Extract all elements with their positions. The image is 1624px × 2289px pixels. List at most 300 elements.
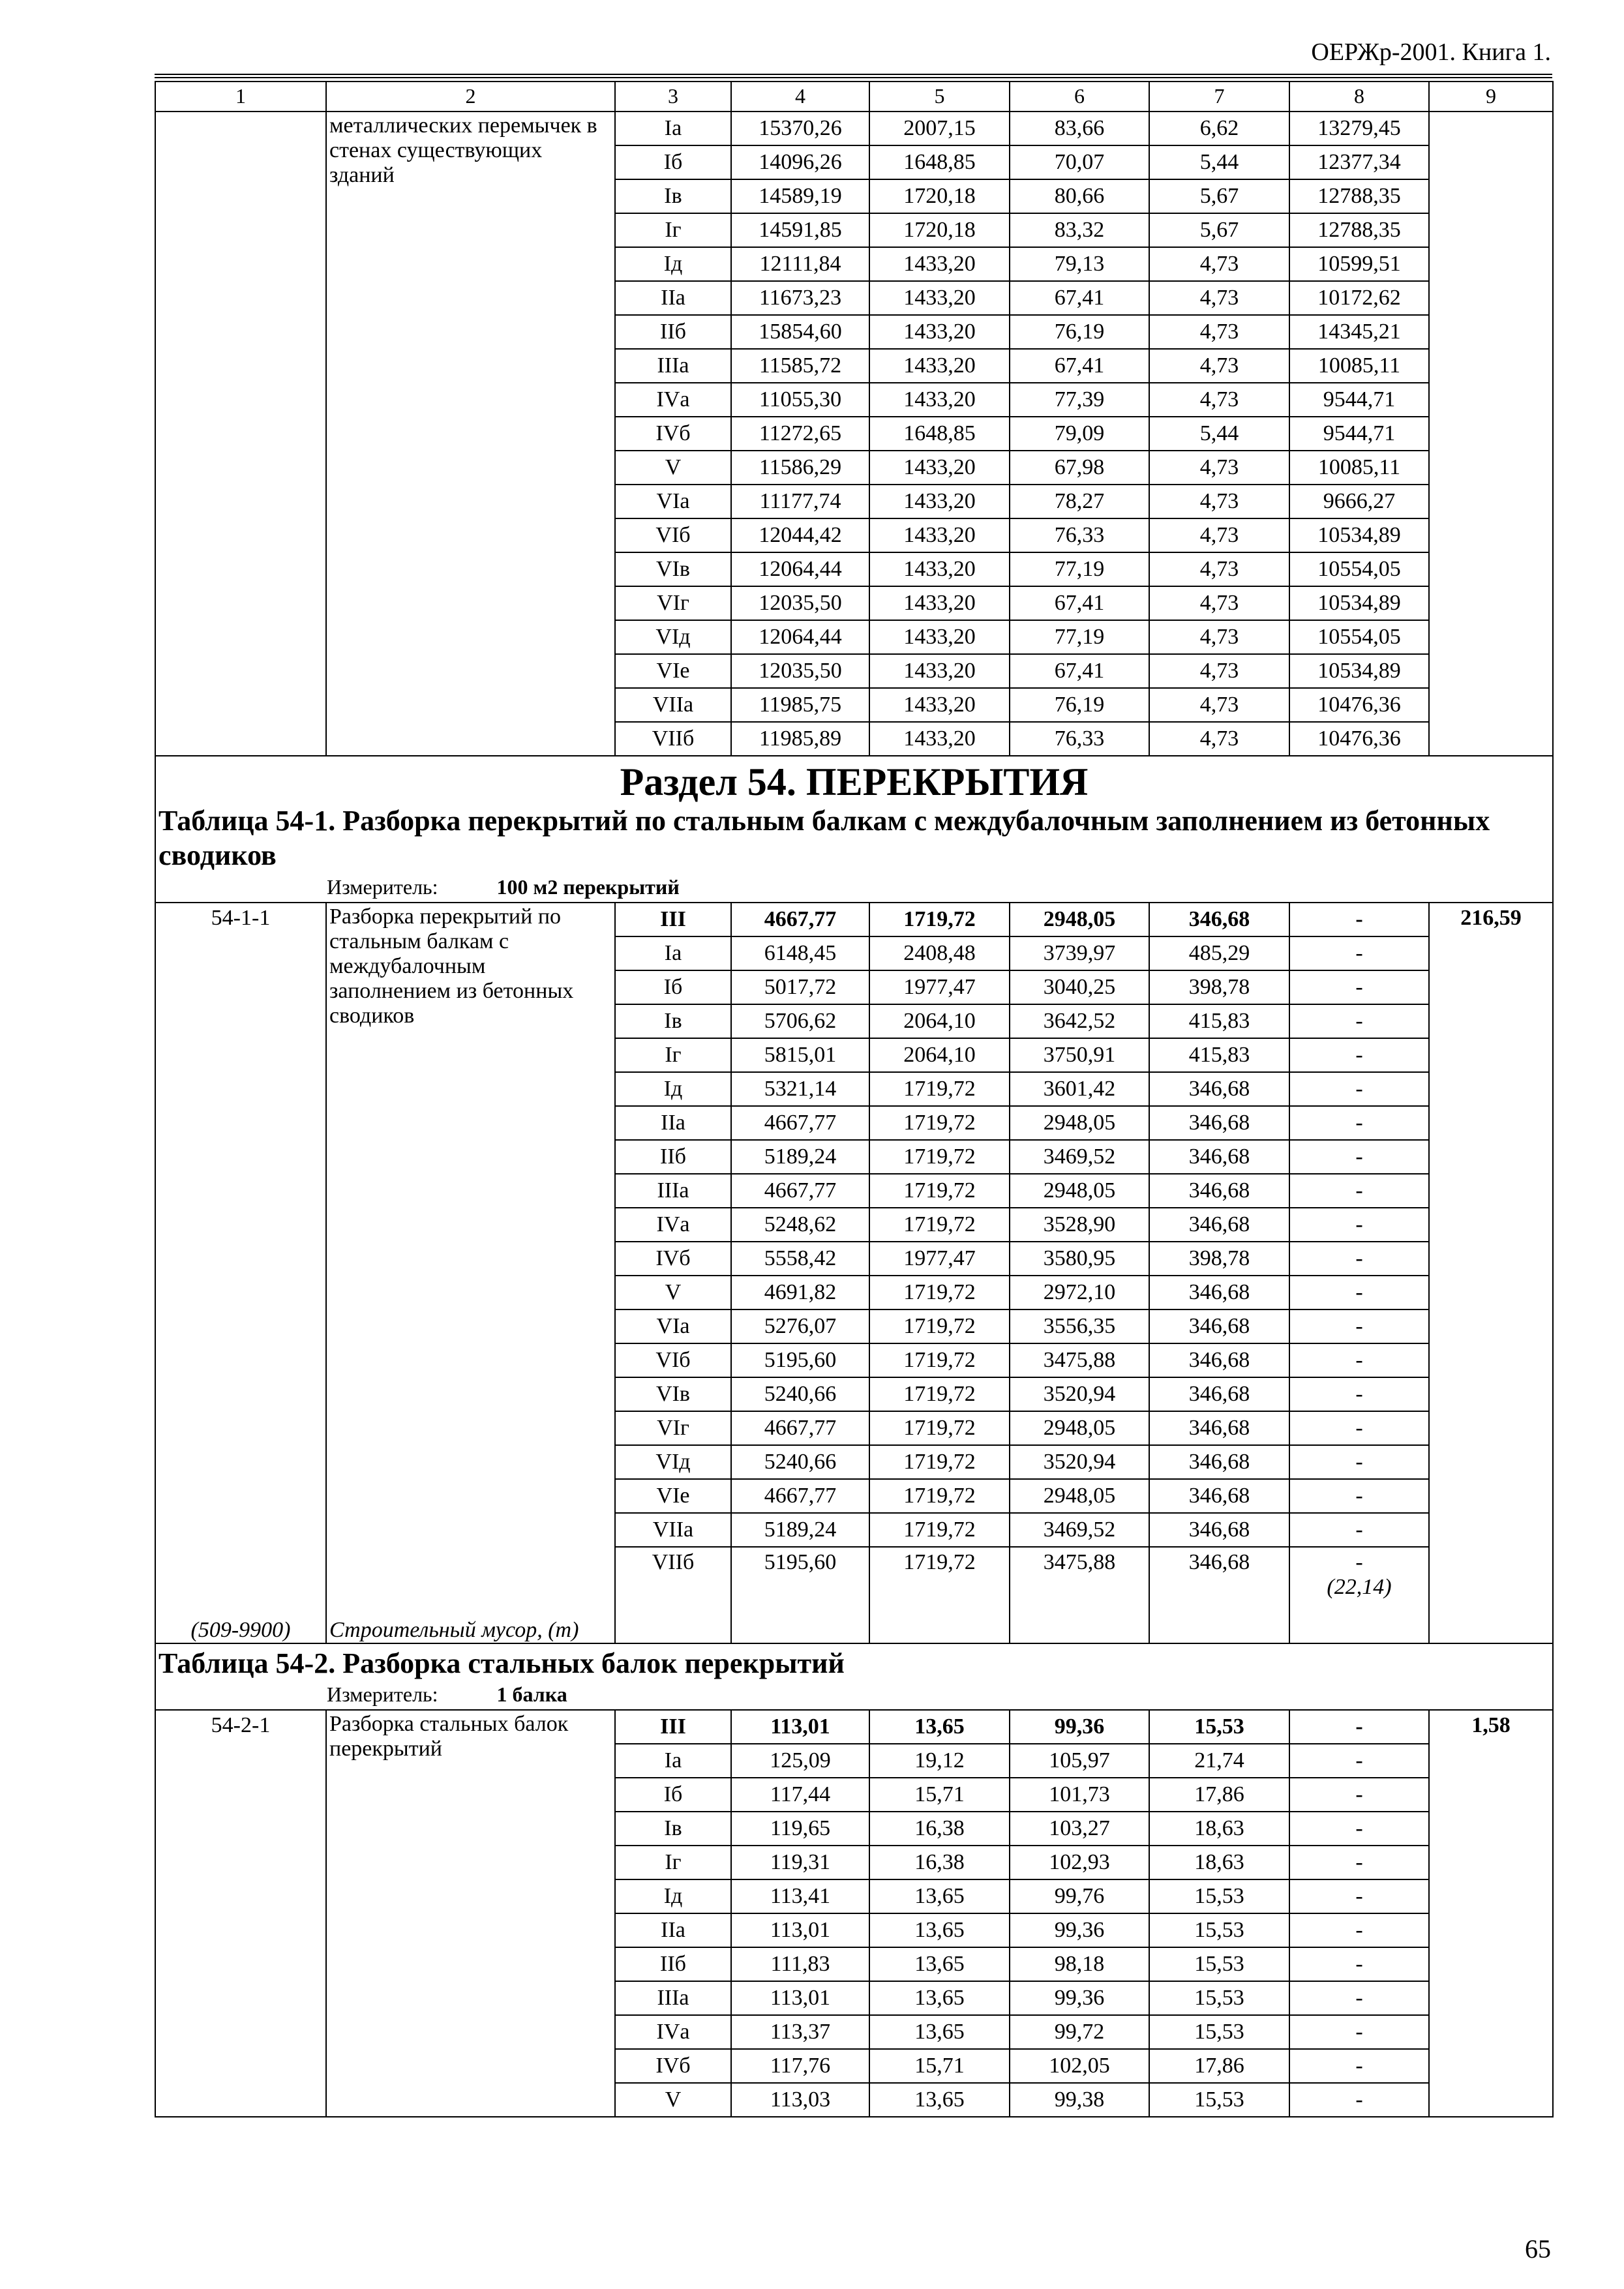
code-cell bbox=[155, 112, 326, 756]
table-cell: 5558,42 bbox=[731, 1242, 869, 1276]
table-cell: 4,73 bbox=[1149, 383, 1289, 417]
table-cell: 1433,20 bbox=[869, 281, 1010, 315]
table-cell: 1433,20 bbox=[869, 485, 1010, 518]
table-cell: 12064,44 bbox=[731, 552, 869, 586]
code-cell: 54-2-1 bbox=[155, 1710, 326, 2117]
table-cell: 13,65 bbox=[869, 1947, 1010, 1981]
table-cell: VIд bbox=[615, 620, 731, 654]
table-cell: 346,68 bbox=[1149, 1309, 1289, 1343]
table-cell: 2064,10 bbox=[869, 1038, 1010, 1072]
table-cell: - bbox=[1289, 1981, 1429, 2015]
table-cell: 415,83 bbox=[1149, 1038, 1289, 1072]
table-cell: 3642,52 bbox=[1010, 1004, 1149, 1038]
table-cell: 10534,89 bbox=[1289, 654, 1429, 688]
table-cell: VIб bbox=[615, 1343, 731, 1377]
table-cell: 113,41 bbox=[731, 1879, 869, 1913]
table-cell: 1433,20 bbox=[869, 654, 1010, 688]
table-cell: 3739,97 bbox=[1010, 936, 1149, 970]
table-cell: Iв bbox=[615, 179, 731, 213]
measure-line bbox=[327, 876, 1550, 899]
table-cell: 1433,20 bbox=[869, 383, 1010, 417]
table-cell: - bbox=[1289, 1038, 1429, 1072]
table-cell: 4667,77 bbox=[731, 1479, 869, 1513]
measure-value: 100 м2 перекрытий bbox=[496, 875, 680, 899]
table-cell: 1648,85 bbox=[869, 417, 1010, 451]
table-cell: 4,73 bbox=[1149, 620, 1289, 654]
table-cell: Iд bbox=[615, 1072, 731, 1106]
resource-code: (509-9900) bbox=[190, 1617, 291, 1642]
table-cell: 83,66 bbox=[1010, 112, 1149, 145]
table-cell: 19,12 bbox=[869, 1744, 1010, 1778]
table-cell: V bbox=[615, 451, 731, 485]
description-cell: металлических перемычек в стенах существующих зданий bbox=[326, 112, 615, 756]
table-cell: IVа bbox=[615, 2015, 731, 2049]
table-cell: 3475,88 bbox=[1010, 1547, 1149, 1643]
col9-cell: 1,58 bbox=[1429, 1710, 1553, 2117]
table-cell: 10534,89 bbox=[1289, 518, 1429, 552]
table-cell: 5,67 bbox=[1149, 213, 1289, 247]
table-cell: 1433,20 bbox=[869, 349, 1010, 383]
table-cell: 102,93 bbox=[1010, 1846, 1149, 1879]
table-cell: 5,44 bbox=[1149, 417, 1289, 451]
table-cell: 1719,72 bbox=[869, 1547, 1010, 1643]
table-cell: 13,65 bbox=[869, 1913, 1010, 1947]
table-cell: Iб bbox=[615, 145, 731, 179]
table-cell: 4667,77 bbox=[731, 1411, 869, 1445]
table-cell: 4,73 bbox=[1149, 315, 1289, 349]
table-cell: 5240,66 bbox=[731, 1377, 869, 1411]
table-cell: 346,68 bbox=[1149, 1106, 1289, 1140]
table-cell: 12064,44 bbox=[731, 620, 869, 654]
table-cell: 1433,20 bbox=[869, 247, 1010, 281]
table-cell: 346,68 bbox=[1149, 1343, 1289, 1377]
table-row bbox=[155, 903, 1553, 936]
table-cell: 98,18 bbox=[1010, 1947, 1149, 1981]
table-cell: 10554,05 bbox=[1289, 552, 1429, 586]
resource-value: (22,14) bbox=[1327, 1574, 1392, 1599]
table-cell: 1433,20 bbox=[869, 722, 1010, 756]
table-cell: 15854,60 bbox=[731, 315, 869, 349]
table-cell: 17,86 bbox=[1149, 2049, 1289, 2083]
table-cell: 1719,72 bbox=[869, 1208, 1010, 1242]
table-cell: 76,19 bbox=[1010, 315, 1149, 349]
table-cell: IIIа bbox=[615, 1981, 731, 2015]
description-cell bbox=[326, 903, 615, 1643]
table-cell: 346,68 bbox=[1149, 1208, 1289, 1242]
table-cell: 103,27 bbox=[1010, 1812, 1149, 1846]
table-cell: Iа bbox=[615, 112, 731, 145]
table-cell: 77,19 bbox=[1010, 620, 1149, 654]
table-cell: IVа bbox=[615, 1208, 731, 1242]
table-cell: 79,13 bbox=[1010, 247, 1149, 281]
table-cell: Iа bbox=[615, 936, 731, 970]
table-cell: 1433,20 bbox=[869, 552, 1010, 586]
measure-line bbox=[327, 1683, 1550, 1707]
table-cell: - bbox=[1289, 1445, 1429, 1479]
table-cell: 346,68 bbox=[1149, 1140, 1289, 1174]
table-cell: 99,36 bbox=[1010, 1913, 1149, 1947]
table-cell: VIв bbox=[615, 552, 731, 586]
column-header-row bbox=[155, 82, 1553, 112]
table-cell: 5240,66 bbox=[731, 1445, 869, 1479]
table-cell: 99,72 bbox=[1010, 2015, 1149, 2049]
table-cell: 1719,72 bbox=[869, 1513, 1010, 1547]
table-cell: 11272,65 bbox=[731, 417, 869, 451]
table-cell: IVб bbox=[615, 2049, 731, 2083]
table-cell: 77,19 bbox=[1010, 552, 1149, 586]
table-cell: 10085,11 bbox=[1289, 349, 1429, 383]
table-cell: 12788,35 bbox=[1289, 213, 1429, 247]
table-cell: 70,07 bbox=[1010, 145, 1149, 179]
column-header: 7 bbox=[1149, 82, 1289, 112]
table-cell: 346,68 bbox=[1149, 1377, 1289, 1411]
table-cell: 5706,62 bbox=[731, 1004, 869, 1038]
table-cell: 346,68 bbox=[1149, 1479, 1289, 1513]
table-row bbox=[155, 1710, 1553, 1744]
table-cell: 113,01 bbox=[731, 1913, 869, 1947]
column-header: 8 bbox=[1289, 82, 1429, 112]
table-cell: III bbox=[615, 903, 731, 936]
table-heading-row bbox=[155, 1643, 1553, 1711]
table-cell: 3520,94 bbox=[1010, 1445, 1149, 1479]
table-cell: 10172,62 bbox=[1289, 281, 1429, 315]
table-cell: Iв bbox=[615, 1004, 731, 1038]
table-cell: 4667,77 bbox=[731, 903, 869, 936]
table-cell: 15,53 bbox=[1149, 1913, 1289, 1947]
table-cell: 4,73 bbox=[1149, 247, 1289, 281]
table-cell: VIд bbox=[615, 1445, 731, 1479]
table-cell: 5815,01 bbox=[731, 1038, 869, 1072]
rate-description: Разборка перекрытий по стальным балкам с междубалочным заполнением из бетонных сводиков bbox=[329, 904, 574, 1028]
table-cell: 10554,05 bbox=[1289, 620, 1429, 654]
table-cell: 1433,20 bbox=[869, 518, 1010, 552]
table-cell: 6148,45 bbox=[731, 936, 869, 970]
section-heading-cell bbox=[155, 1643, 1553, 1711]
dash: - bbox=[1355, 1549, 1363, 1574]
table-cell: 1719,72 bbox=[869, 1174, 1010, 1208]
table-cell: 10085,11 bbox=[1289, 451, 1429, 485]
table-cell: 11985,75 bbox=[731, 688, 869, 722]
table-cell: Iа bbox=[615, 1744, 731, 1778]
table-cell: - bbox=[1289, 1004, 1429, 1038]
measure-label: Измеритель: bbox=[327, 875, 438, 899]
table-cell: 16,38 bbox=[869, 1846, 1010, 1879]
table-cell: 346,68 bbox=[1149, 1174, 1289, 1208]
table-cell: 11673,23 bbox=[731, 281, 869, 315]
table-cell: - bbox=[1289, 1343, 1429, 1377]
table-cell: 111,83 bbox=[731, 1947, 869, 1981]
table-cell: 1719,72 bbox=[869, 903, 1010, 936]
table-cell: - bbox=[1289, 1309, 1429, 1343]
description-cell: Разборка стальных балок перекрытий bbox=[326, 1710, 615, 2117]
table-cell: 15,53 bbox=[1149, 2083, 1289, 2117]
section-title: Раздел 54. ПЕРЕКРЫТИЯ bbox=[620, 760, 1089, 803]
table-cell: 1719,72 bbox=[869, 1377, 1010, 1411]
column-header: 2 bbox=[326, 82, 615, 112]
table-cell: 15,71 bbox=[869, 2049, 1010, 2083]
table-cell: 2948,05 bbox=[1010, 1106, 1149, 1140]
table-cell: 4667,77 bbox=[731, 1174, 869, 1208]
table-cell: 76,19 bbox=[1010, 688, 1149, 722]
table-cell: 10534,89 bbox=[1289, 586, 1429, 620]
table-title: Таблица 54-2. Разборка стальных балок перекрытий bbox=[158, 1647, 845, 1679]
table-cell: 1433,20 bbox=[869, 315, 1010, 349]
table-cell: 5,67 bbox=[1149, 179, 1289, 213]
table-cell: 67,98 bbox=[1010, 451, 1149, 485]
table-cell: Iд bbox=[615, 1879, 731, 1913]
table-cell: 13,65 bbox=[869, 1981, 1010, 2015]
table-cell: 4,73 bbox=[1149, 654, 1289, 688]
table-cell: 13,65 bbox=[869, 2015, 1010, 2049]
column-header: 1 bbox=[155, 82, 326, 112]
table-cell: - bbox=[1289, 1106, 1429, 1140]
table-cell: 2948,05 bbox=[1010, 1411, 1149, 1445]
table-cell: 3469,52 bbox=[1010, 1513, 1149, 1547]
table-cell: V bbox=[615, 2083, 731, 2117]
table-cell: 125,09 bbox=[731, 1744, 869, 1778]
table-cell: - bbox=[1289, 2083, 1429, 2117]
table-cell: 5017,72 bbox=[731, 970, 869, 1004]
table-cell: 3580,95 bbox=[1010, 1242, 1149, 1276]
table-cell: - bbox=[1289, 1846, 1429, 1879]
table-cell: 67,41 bbox=[1010, 281, 1149, 315]
table-cell: 117,76 bbox=[731, 2049, 869, 2083]
table-cell: - bbox=[1289, 970, 1429, 1004]
table-cell: 99,36 bbox=[1010, 1981, 1149, 2015]
table-cell: 80,66 bbox=[1010, 179, 1149, 213]
table-cell: 67,41 bbox=[1010, 586, 1149, 620]
table-cell: 4691,82 bbox=[731, 1276, 869, 1309]
table-cell: 346,68 bbox=[1149, 903, 1289, 936]
table-cell: Iг bbox=[615, 1038, 731, 1072]
table-cell: 13279,45 bbox=[1289, 112, 1429, 145]
table-cell: 15,53 bbox=[1149, 1947, 1289, 1981]
table-cell: IIб bbox=[615, 1947, 731, 1981]
table-cell: - bbox=[1289, 1947, 1429, 1981]
table-cell: 15370,26 bbox=[731, 112, 869, 145]
table-cell: 10476,36 bbox=[1289, 722, 1429, 756]
table-cell: 3556,35 bbox=[1010, 1309, 1149, 1343]
table-cell: 17,86 bbox=[1149, 1778, 1289, 1812]
table-cell: 79,09 bbox=[1010, 417, 1149, 451]
table-title: Таблица 54-1. Разборка перекрытий по стальным балкам с междубалочным заполнением из бетонных сводиков bbox=[158, 805, 1490, 871]
table-cell: 346,68 bbox=[1149, 1411, 1289, 1445]
table-cell: - bbox=[1289, 1377, 1429, 1411]
table-cell: - bbox=[1289, 1140, 1429, 1174]
table-cell: 4,73 bbox=[1149, 485, 1289, 518]
table-cell: 119,31 bbox=[731, 1846, 869, 1879]
table-cell: 99,38 bbox=[1010, 2083, 1149, 2117]
measure-label: Измеритель: bbox=[327, 1683, 438, 1707]
table-cell: VIIб bbox=[615, 722, 731, 756]
table-cell: 10476,36 bbox=[1289, 688, 1429, 722]
table-cell: IVб bbox=[615, 1242, 731, 1276]
table-cell: 5,44 bbox=[1149, 145, 1289, 179]
table-cell: - bbox=[1289, 1072, 1429, 1106]
table-cell: IVб bbox=[615, 417, 731, 451]
table-cell: 16,38 bbox=[869, 1812, 1010, 1846]
table-cell: 398,78 bbox=[1149, 1242, 1289, 1276]
table-cell: 3601,42 bbox=[1010, 1072, 1149, 1106]
table-cell: 12035,50 bbox=[731, 586, 869, 620]
table-cell: IIа bbox=[615, 1913, 731, 1947]
table-cell: 4667,77 bbox=[731, 1106, 869, 1140]
table-cell: Iб bbox=[615, 970, 731, 1004]
table-cell: 102,05 bbox=[1010, 2049, 1149, 2083]
col9-cell bbox=[1429, 112, 1553, 756]
table-cell: 117,44 bbox=[731, 1778, 869, 1812]
table-cell: IIб bbox=[615, 1140, 731, 1174]
table-cell: 5321,14 bbox=[731, 1072, 869, 1106]
table-cell: VIа bbox=[615, 1309, 731, 1343]
table-cell: 5189,24 bbox=[731, 1140, 869, 1174]
table-cell: 1433,20 bbox=[869, 451, 1010, 485]
table-cell: 78,27 bbox=[1010, 485, 1149, 518]
table-cell: VIIа bbox=[615, 1513, 731, 1547]
table-cell: 1648,85 bbox=[869, 145, 1010, 179]
table-cell: IIIа bbox=[615, 1174, 731, 1208]
table-cell: 3750,91 bbox=[1010, 1038, 1149, 1072]
table-cell: 1977,47 bbox=[869, 1242, 1010, 1276]
table-cell: 4,73 bbox=[1149, 688, 1289, 722]
table-cell: 3528,90 bbox=[1010, 1208, 1149, 1242]
table-cell: 67,41 bbox=[1010, 654, 1149, 688]
table-cell: 76,33 bbox=[1010, 722, 1149, 756]
table-cell: 2948,05 bbox=[1010, 903, 1149, 936]
table-cell: 9544,71 bbox=[1289, 417, 1429, 451]
table-cell: 346,68 bbox=[1149, 1445, 1289, 1479]
table-cell: 1719,72 bbox=[869, 1343, 1010, 1377]
table-cell: IVа bbox=[615, 383, 731, 417]
table-cell: 14345,21 bbox=[1289, 315, 1429, 349]
table-row bbox=[155, 112, 1553, 145]
table-cell: 9544,71 bbox=[1289, 383, 1429, 417]
table-cell: 83,32 bbox=[1010, 213, 1149, 247]
table-cell: 3520,94 bbox=[1010, 1377, 1149, 1411]
table-cell: Iг bbox=[615, 213, 731, 247]
table-cell: 11586,29 bbox=[731, 451, 869, 485]
table-cell: 3469,52 bbox=[1010, 1140, 1149, 1174]
table-cell: 1977,47 bbox=[869, 970, 1010, 1004]
table-cell: - bbox=[1289, 2015, 1429, 2049]
table-cell: 12111,84 bbox=[731, 247, 869, 281]
table-cell: 4,73 bbox=[1149, 451, 1289, 485]
section-heading-cell bbox=[155, 756, 1553, 903]
table-cell: 5189,24 bbox=[731, 1513, 869, 1547]
table-cell: VIе bbox=[615, 1479, 731, 1513]
table-cell: 15,53 bbox=[1149, 1981, 1289, 2015]
table-cell: 1433,20 bbox=[869, 586, 1010, 620]
table-cell: - bbox=[1289, 1913, 1429, 1947]
table-cell: 2408,48 bbox=[869, 936, 1010, 970]
table-cell: VIIб bbox=[615, 1547, 731, 1643]
section-heading-row bbox=[155, 756, 1553, 903]
table-cell: 9666,27 bbox=[1289, 485, 1429, 518]
table-cell: IIа bbox=[615, 281, 731, 315]
table-cell: 113,37 bbox=[731, 2015, 869, 2049]
table-cell: 1719,72 bbox=[869, 1411, 1010, 1445]
col9-cell: 216,59 bbox=[1429, 903, 1553, 1643]
table-cell: - bbox=[1289, 1208, 1429, 1242]
header-divider bbox=[155, 74, 1552, 78]
column-header: 4 bbox=[731, 82, 869, 112]
table-cell: 2948,05 bbox=[1010, 1174, 1149, 1208]
table-cell: - bbox=[1289, 1710, 1429, 1744]
table-cell: 2972,10 bbox=[1010, 1276, 1149, 1309]
table-cell: - bbox=[1289, 936, 1429, 970]
table-cell: 4,73 bbox=[1149, 518, 1289, 552]
table-cell: 77,39 bbox=[1010, 383, 1149, 417]
table-cell: IIIа bbox=[615, 349, 731, 383]
table-cell: 67,41 bbox=[1010, 349, 1149, 383]
table-cell: 3040,25 bbox=[1010, 970, 1149, 1004]
table-cell: - bbox=[1289, 1778, 1429, 1812]
table-cell: 4,73 bbox=[1149, 552, 1289, 586]
table-cell: 18,63 bbox=[1149, 1846, 1289, 1879]
table-cell: - bbox=[1289, 903, 1429, 936]
table-cell: 13,65 bbox=[869, 1710, 1010, 1744]
table-cell: 15,53 bbox=[1149, 1710, 1289, 1744]
table-cell: 2948,05 bbox=[1010, 1479, 1149, 1513]
table-cell: 1719,72 bbox=[869, 1106, 1010, 1140]
table-cell: 11985,89 bbox=[731, 722, 869, 756]
table-cell: VIб bbox=[615, 518, 731, 552]
table-cell: 14096,26 bbox=[731, 145, 869, 179]
table-cell: 12035,50 bbox=[731, 654, 869, 688]
table-cell: 12788,35 bbox=[1289, 179, 1429, 213]
measure-value: 1 балка bbox=[496, 1683, 567, 1707]
table-cell: 1719,72 bbox=[869, 1140, 1010, 1174]
table-cell: - bbox=[1289, 1411, 1429, 1445]
column-header: 6 bbox=[1010, 82, 1149, 112]
table-cell: - bbox=[1289, 1879, 1429, 1913]
table-cell: 1719,72 bbox=[869, 1479, 1010, 1513]
rates-table bbox=[155, 81, 1554, 2117]
table-cell: VIг bbox=[615, 1411, 731, 1445]
page-number: 65 bbox=[1525, 2234, 1551, 2264]
table-cell: 346,68 bbox=[1149, 1276, 1289, 1309]
table-cell: - bbox=[1289, 1812, 1429, 1846]
table-cell: 1719,72 bbox=[869, 1309, 1010, 1343]
table-cell: 13,65 bbox=[869, 2083, 1010, 2117]
table-cell: IIа bbox=[615, 1106, 731, 1140]
table-cell: 4,73 bbox=[1149, 349, 1289, 383]
table-cell: Iг bbox=[615, 1846, 731, 1879]
table-cell: 113,01 bbox=[731, 1981, 869, 2015]
table-cell: Iд bbox=[615, 247, 731, 281]
table-cell: 4,73 bbox=[1149, 586, 1289, 620]
table-cell: - bbox=[1289, 1479, 1429, 1513]
table-cell: - bbox=[1289, 1276, 1429, 1309]
table-cell: 12044,42 bbox=[731, 518, 869, 552]
table-cell: 10599,51 bbox=[1289, 247, 1429, 281]
table-cell: 21,74 bbox=[1149, 1744, 1289, 1778]
table-cell: 11055,30 bbox=[731, 383, 869, 417]
book-header: ОЕРЖр-2001. Книга 1. bbox=[1311, 38, 1551, 66]
table-cell: 346,68 bbox=[1149, 1547, 1289, 1643]
table-cell: 14589,19 bbox=[731, 179, 869, 213]
resource-name: Строительный мусор, (т) bbox=[329, 1617, 579, 1642]
table-cell: - bbox=[1289, 1174, 1429, 1208]
table-cell: VIа bbox=[615, 485, 731, 518]
table-cell: VIе bbox=[615, 654, 731, 688]
table-cell: 99,76 bbox=[1010, 1879, 1149, 1913]
table-cell: 14591,85 bbox=[731, 213, 869, 247]
table-cell: 5248,62 bbox=[731, 1208, 869, 1242]
table-cell: 101,73 bbox=[1010, 1778, 1149, 1812]
table-cell: 485,29 bbox=[1149, 936, 1289, 970]
table-cell: 5195,60 bbox=[731, 1343, 869, 1377]
